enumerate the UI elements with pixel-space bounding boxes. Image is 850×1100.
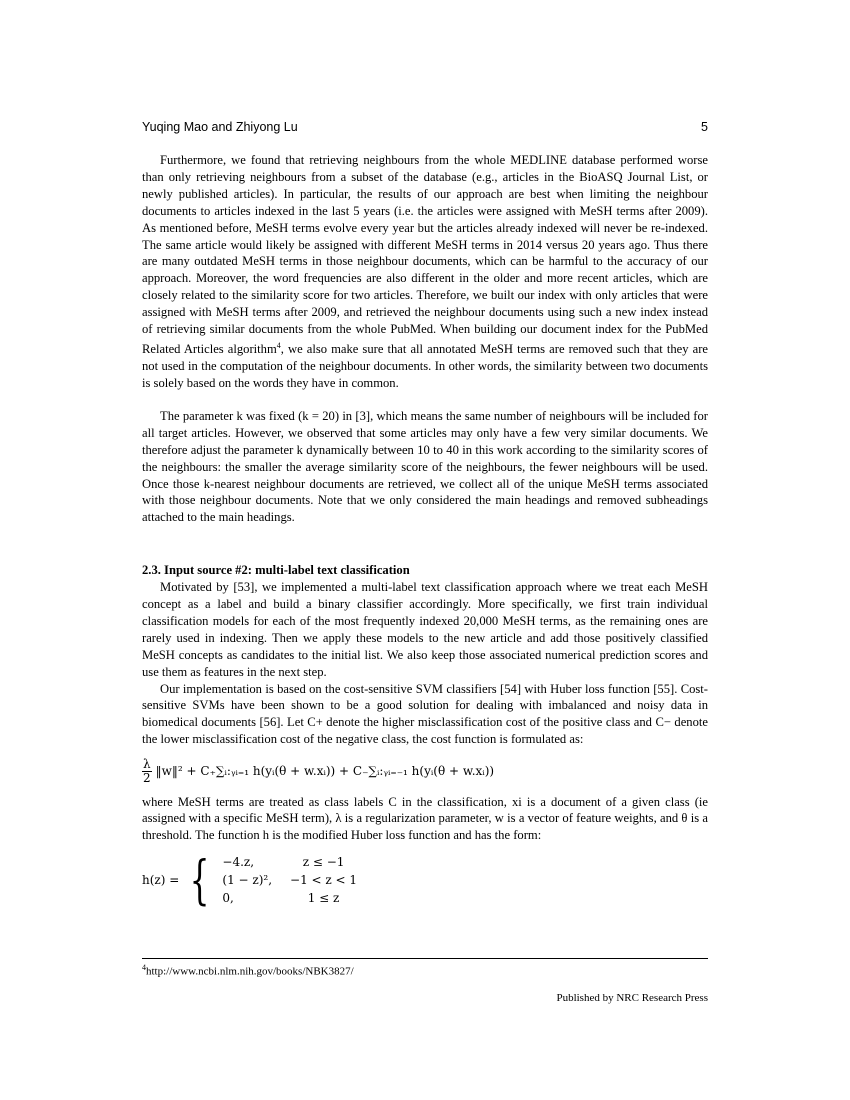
huber-loss-equation (142, 850, 708, 911)
fraction-denominator: 2 (143, 771, 151, 786)
case-expr-3: 0, (222, 891, 234, 906)
fraction-numerator: λ (143, 757, 151, 772)
body-text (142, 152, 708, 913)
case-cond-2: −1 < z < 1 (290, 873, 358, 888)
header-authors: Yuqing Mao and Zhiyong Lu (142, 120, 298, 134)
case-cond-1: z ≤ −1 (302, 855, 345, 870)
equation-cases (222, 854, 357, 907)
case-expr-1: −4.z, (222, 855, 255, 870)
paragraph-1-end: , we also make sure that all annotated MeSH terms are removed such that they are not used in the computation of the neighbour documents. In other words, the similarity between two documents is solely based on the words they have in common. (142, 342, 708, 390)
paragraph-1 (142, 152, 708, 392)
paragraph-2: The parameter k was fixed (k = 20) in [3], which means the same number of neighbours will be included for all target articles. However, we observed that some articles may only have a few very similar documents. We therefore adjust the parameter k dynamically between 10 to 40 in this work according to the similarity scores of the neighbours: the smaller the average similarity score of the neighbours, the fewer neighbours will be used. Once those k-nearest neighbour documents are retrieved, we collect all of the unique MeSH terms associated with those neighbour documents. Note that we only considered the main headings and removed subheadings attached to the main headings. (142, 408, 708, 525)
paragraph-3: Motivated by [53], we implemented a multi-label text classification approach where we treat each MeSH concept as a label and build a binary classifier accordingly. More specifically, we first train individual classification models for each of the most frequently indexed 20,000 MeSH terms, as the remaining ones are rarely used in indexing. Then we apply these models to the new article and add those positively classified MeSH concepts as candidates to the initial list. We also keep those associated numerical prediction scores and use them as features in the next step. (142, 580, 708, 679)
publisher-footer: Published by NRC Research Press (556, 992, 708, 1004)
footnote (142, 958, 708, 978)
lambda-fraction (142, 758, 152, 785)
paragraph-4: Our implementation is based on the cost-sensitive SVM classifiers [54] with Huber loss function [55]. Cost-sensitive SVMs have been shown to be a good solution for dealing with imbalanced and noisy data in biomedical documents [56]. Let C+ denote the higher misclassification cost of the positive class and C− denote the lower misclassification cost of the negative class, the cost function is formulated as: (142, 681, 708, 747)
case-expr-2: (1 − z)², (222, 873, 273, 888)
section-heading: 2.3. Input source #2: multi-label text classification (142, 563, 410, 578)
equation-body: ‖w‖² + C₊∑ᵢ:ᵧᵢ₌₁ h(yᵢ(θ + w.xᵢ)) + C₋∑ᵢ:ᵧᵢ₌₋₁ h(yᵢ(θ + w.xᵢ)) (155, 764, 495, 779)
paragraph-1-text: Furthermore, we found that retrieving neighbours from the whole MEDLINE database performed worse than only retrieving neighbours from a subset of the database (e.g., articles in the BioASQ Journal List, or newly published articles). In particular, the results of our approach are best when limiting the neighbour documents to articles indexed in the last 5 years (i.e. the articles were assigned with MeSH terms after 2009). As mentioned before, MeSH terms evolve every year but the articles already indexed will never be re-indexed. The same article would likely be assigned with different MeSH terms in 2014 versus 20 years ago. Thus there are many outdated MeSH terms in those neighbour documents, which can be harmful to the accuracy of our approach. Moreover, the word frequencies are also different in the older and more recent articles, which are closely related to the similarity score for two articles. Therefore, we built our index with only articles that were assigned with MeSH terms after 2009, and retrieved the neighbour documents using such a new index instead of retrieving similar documents from the whole PubMed. When building our document index for the PubMed Related Articles algorithm (142, 153, 708, 357)
case-cond-3: 1 ≤ z (307, 891, 340, 906)
footnote-mark: 4 (142, 963, 146, 972)
page-number: 5 (701, 120, 708, 134)
paragraph-5: where MeSH terms are treated as class labels C in the classification, xi is a document of a given class (ie assigned with a specific MeSH term), λ is a regularization parameter, w is a vector of feature weights, and θ is a threshold. The function h is the modified Huber loss function and has the form: (142, 794, 708, 843)
equation-lhs: h(z) = (142, 873, 180, 888)
left-brace: { (189, 850, 210, 911)
footnote-link[interactable]: http://www.ncbi.nlm.nih.gov/books/NBK3827/ (146, 965, 354, 978)
cost-function-equation (142, 758, 708, 785)
footnote-ref: 4 (276, 340, 281, 350)
